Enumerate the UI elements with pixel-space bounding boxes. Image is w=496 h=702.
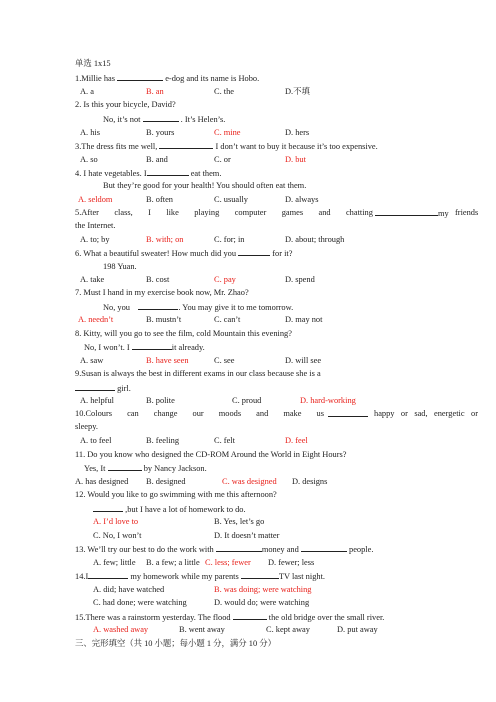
question-10-blank	[328, 409, 368, 420]
question-9: 9.Susan is always the best in different exams in our class because she is a	[75, 369, 321, 378]
question-5-tail: my	[375, 208, 449, 219]
q3-option-a: A. so	[80, 155, 98, 164]
q12-option-c: C. No, I won’t	[93, 531, 142, 540]
q12-option-d: D. It doesn’t matter	[214, 531, 280, 540]
q12-option-a: A. I’d love to	[93, 517, 139, 526]
question-6: 6. What a beautiful sweater! How much did you for it?	[75, 249, 293, 258]
q2-option-b: B. yours	[146, 128, 175, 137]
q5-option-c: C. for; in	[214, 235, 245, 244]
q3-option-d: D. but	[285, 155, 306, 164]
q5-option-d: D. about; through	[285, 235, 345, 244]
q6-option-a: A. take	[80, 275, 105, 284]
q6-option-d: D. spend	[285, 275, 315, 284]
q1-option-a: A. a	[80, 87, 94, 96]
question-3: 3.The dress fits me well, I don’t want to buy it because it’s too expensive.	[75, 142, 378, 151]
q14-option-d: D. would do; were watching	[214, 598, 310, 607]
question-8-reply: No, I won’t. I it already.	[84, 343, 205, 352]
question-5: 5.After class, I like playing computer games and chatting	[75, 208, 373, 217]
question-6-reply: 198 Yuan.	[103, 262, 137, 271]
question-10-tail: happy or sad, energetic or	[374, 409, 478, 418]
question-2: 2. Is this your bicycle, David?	[75, 100, 176, 109]
q12-option-b: B. Yes, let’s go	[214, 517, 265, 526]
question-9-cont: girl.	[75, 383, 131, 394]
q15-option-d: D. put away	[337, 625, 378, 634]
q2-option-d: D. hers	[285, 128, 310, 137]
q8-option-d: D. will see	[285, 356, 322, 365]
q6-option-b: B. cost	[146, 275, 170, 284]
question-12-reply: ,but I have a lot of homework to do.	[93, 504, 246, 515]
q9-option-d: D. hard-working	[300, 396, 356, 405]
question-12: 12. Would you like to go swimming with me this afternoon?	[75, 490, 277, 499]
q10-option-a: A. to feel	[80, 436, 112, 445]
q2-option-c: C. mine	[214, 128, 241, 137]
q11-option-a: A. has designed	[75, 477, 129, 486]
question-5-tail-2: friends	[455, 208, 479, 217]
q4-option-b: B. often	[146, 195, 173, 204]
q6-option-c: C. pay	[214, 275, 236, 284]
q11-option-c: C. was designed	[222, 477, 277, 486]
q1-option-c: C. the	[214, 87, 235, 96]
question-5-cont: the Internet.	[75, 221, 116, 230]
q10-option-d: D. feel	[285, 436, 308, 445]
q9-option-c: C. proud	[232, 396, 262, 405]
question-8: 8. Kitty, will you go to see the film, cold Mountain this evening?	[75, 329, 292, 338]
question-14: 14.I my homework while my parents TV last night.	[75, 572, 325, 581]
q7-option-b: B. mustn’t	[146, 315, 182, 324]
q4-option-c: C. usually	[214, 195, 248, 204]
q7-option-a: A. needn’t	[78, 315, 114, 324]
question-15: 15.There was a rainstorm yesterday. The flood the old bridge over the small river.	[75, 613, 385, 622]
q14-option-b: B. was doing; were watching	[214, 585, 312, 594]
q5-option-b: B. with; on	[146, 235, 184, 244]
q15-option-a: A. washed away	[93, 625, 149, 634]
q1-option-b: B. an	[146, 87, 164, 96]
q4-option-d: D. always	[285, 195, 319, 204]
q5-option-a: A. to; by	[80, 235, 110, 244]
q8-option-b: B. have seen	[146, 356, 189, 365]
section-header: 单选 1x15	[75, 59, 111, 68]
q11-option-d: D. designs	[292, 477, 328, 486]
q7-option-d: D. may not	[285, 315, 323, 324]
q13-option-d: D. fewer; less	[268, 558, 315, 567]
question-7: 7. Must I hand in my exercise book now, Mr. Zhao?	[75, 288, 249, 297]
q11-option-b: B. designed	[146, 477, 186, 486]
q10-option-c: C. felt	[214, 436, 235, 445]
q4-option-a: A. seldom	[78, 195, 113, 204]
q14-option-c: C. had done; were watching	[93, 598, 187, 607]
question-7-reply: No, you . You may give it to me tomorrow.	[103, 303, 294, 312]
question-4-reply: But they’re good for your health! You should often eat them.	[103, 181, 307, 190]
q3-option-c: C. or	[214, 155, 231, 164]
q8-option-a: A. saw	[80, 356, 104, 365]
q7-option-c: C. can’t	[214, 315, 241, 324]
q15-option-c: C. kept away	[266, 625, 310, 634]
q13-option-a: A. few; little	[93, 558, 136, 567]
q8-option-c: C. see	[214, 356, 235, 365]
question-13: 13. We’ll try our best to do the work with money and people.	[75, 545, 374, 554]
question-2-reply: No, it’s not . It’s Helen’s.	[103, 115, 226, 124]
question-11: 11. Do you know who designed the CD-ROM Around the World in Eight Hours?	[75, 450, 347, 459]
section-3-header: 三、完形填空（共 10 小题；每小题 1 分，满分 10 分）	[75, 639, 276, 648]
q9-option-b: B. polite	[146, 396, 175, 405]
question-10: 10.Colours can change our moods and make us	[75, 409, 324, 418]
q14-option-a: A. did; have watched	[93, 585, 165, 594]
question-10-cont: sleepy.	[75, 422, 98, 431]
q13-option-b: B. a few; a little	[146, 558, 200, 567]
q10-option-b: B. feeling	[146, 436, 180, 445]
q15-option-b: B. went away	[179, 625, 225, 634]
question-4: 4. I hate vegetables. I eat them.	[75, 169, 222, 178]
q13-option-c: C. less; fewer	[205, 558, 251, 567]
question-11-reply: Yes, It by Nancy Jackson.	[84, 464, 207, 473]
q1-option-d: D.不填	[285, 87, 310, 96]
q3-option-b: B. and	[146, 155, 168, 164]
question-1: 1.Millie has e-dog and its name is Hobo.	[75, 74, 260, 83]
q9-option-a: A. helpful	[80, 396, 114, 405]
q2-option-a: A. his	[80, 128, 101, 137]
